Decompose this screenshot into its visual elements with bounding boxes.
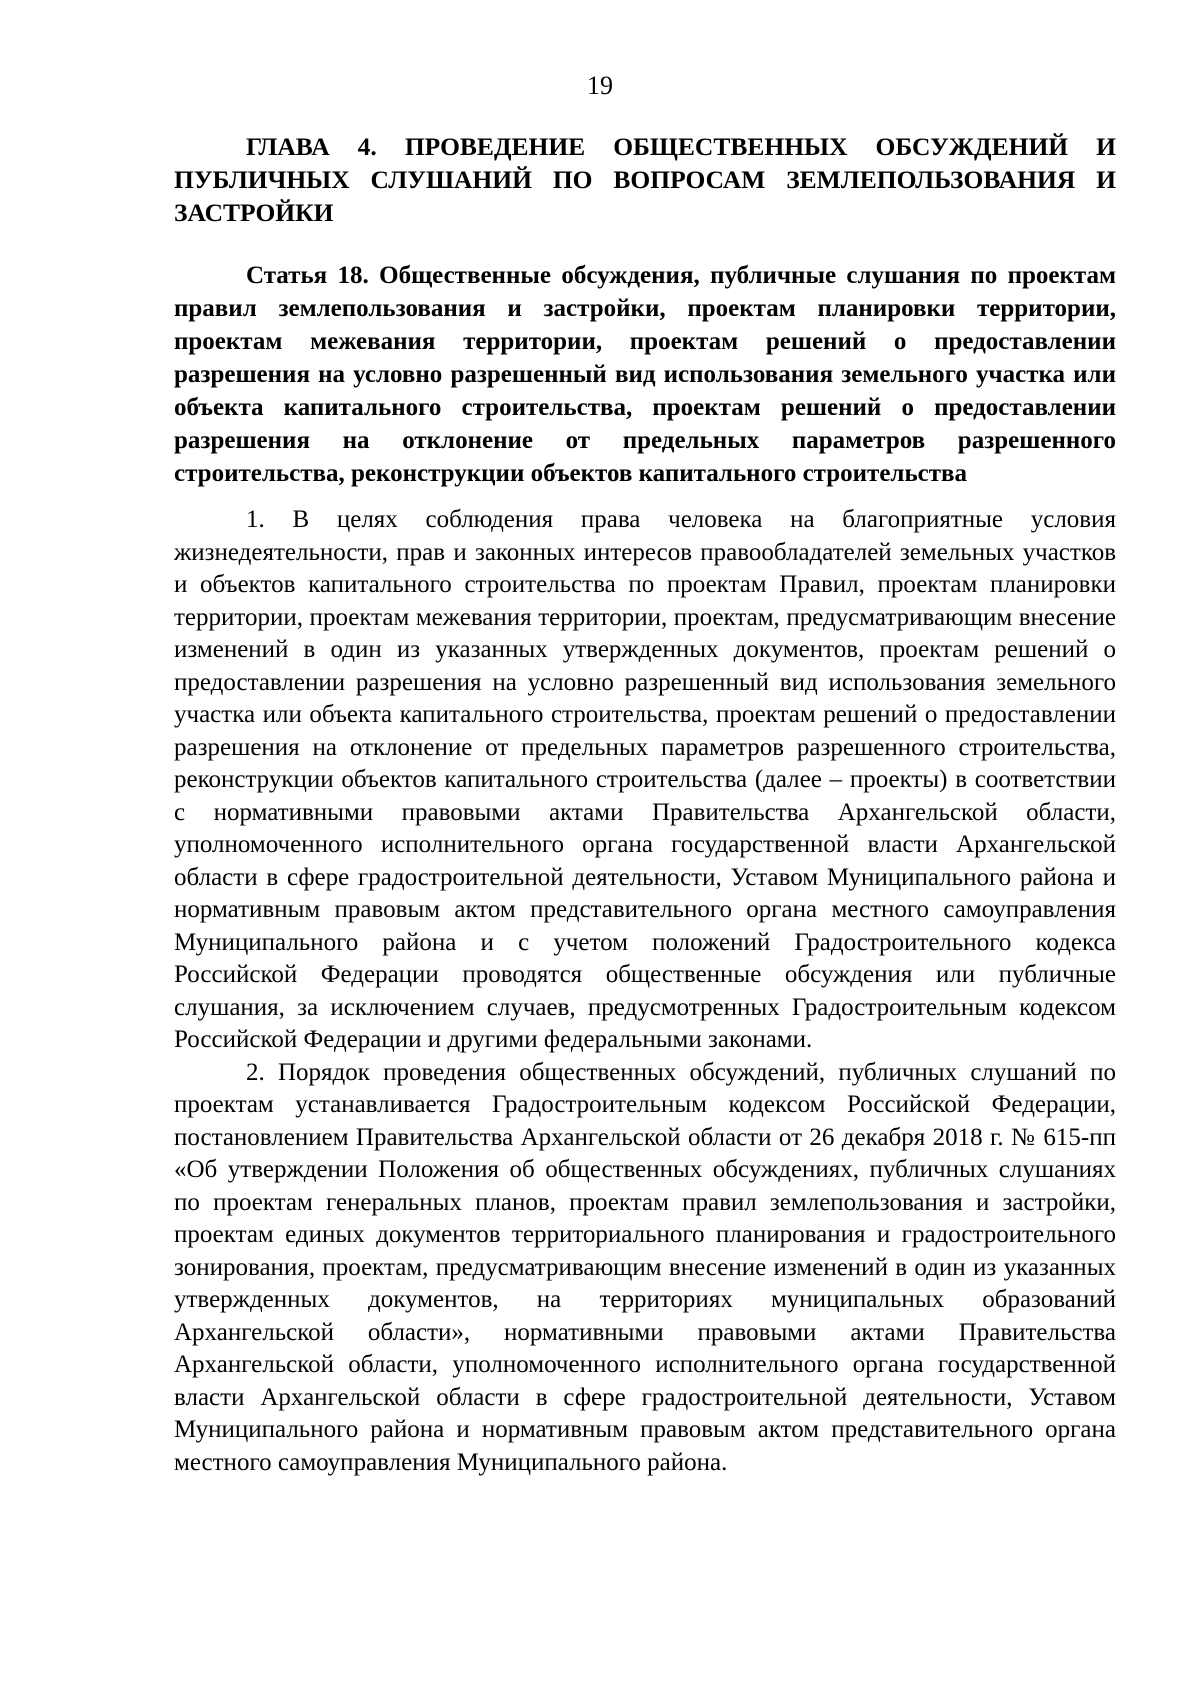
chapter-title: ГЛАВА 4. ПРОВЕДЕНИЕ ОБЩЕСТВЕННЫХ ОБСУЖДЕНИЙ И ПУБЛИЧНЫХ СЛУШАНИЙ ПО ВОПРОСАМ ЗЕМЛЕПОЛЬЗОВАНИЯ И ЗАСТРОЙКИ: [174, 132, 1116, 227]
page-number: 19: [587, 71, 613, 100]
paragraph-1: 1. В целях соблюдения права человека на благоприятные условия жизнедеятельности, прав и законных интересов правообладателей земельных участков и объектов капитального строительства по проектам Правил, проектам планировки территории, проектам межевания территории, проектам, предусматривающим внесение изменений в один из указанных утвержденных документов, проектам решений о предоставлении разрешения на условно разрешенный вид использования земельного участка или объекта капитального строительства, проектам решений о предоставлении разрешения на отклонение от предельных параметров разрешенного строительства, реконструкции объектов капитального строительства (далее – проекты) в соответствии с нормативными правовыми актами Правительства Архангельской области, уполномоченного исполнительного органа государственной власти Архангельской области в сфере градостроительной деятельности, Уставом Муниципального района и нормативным правовым актом представительного органа местного самоуправления Муниципального района и с учетом положений Градостроительного кодекса Российской Федерации проводятся общественные обсуждения или публичные слушания, за исключением случаев, предусмотренных Градостроительным кодексом Российской Федерации и другими федеральными законами.: [174, 506, 1116, 1053]
paragraph-2: 2. Порядок проведения общественных обсуждений, публичных слушаний по проектам устанавливается Градостроительным кодексом Российской Федерации, постановлением Правительства Архангельской области от 26 декабря 2018 г. № 615-пп «Об утверждении Положения об общественных обсуждениях, публичных слушаниях по проектам генеральных планов, проектам правил землепользования и застройки, проектам единых документов территориального планирования и градостроительного зонирования, проектам, предусматривающим внесение изменений в один из указанных утвержденных документов, на территориях муниципальных образований Архангельской области», нормативными правовыми актами Правительства Архангельской области, уполномоченного исполнительного органа государственной власти Архангельской области в сфере градостроительной деятельности, Уставом Муниципального района и нормативным правовым актом представительного органа местного самоуправления Муниципального района.: [174, 1058, 1116, 1476]
article-title: Статья 18. Общественные обсуждения, публичные слушания по проектам правил землепользования и застройки, проектам планировки территории, проектам межевания территории, проектам решений о предоставлении разрешения на условно разрешенный вид использования земельного участка или объекта капитального строительства, проектам решений о предоставлении разрешения на отклонение от предельных параметров разрешенного строительства, реконструкции объектов капитального строительства: [174, 262, 1116, 487]
document-body: [174, 130, 1116, 1479]
